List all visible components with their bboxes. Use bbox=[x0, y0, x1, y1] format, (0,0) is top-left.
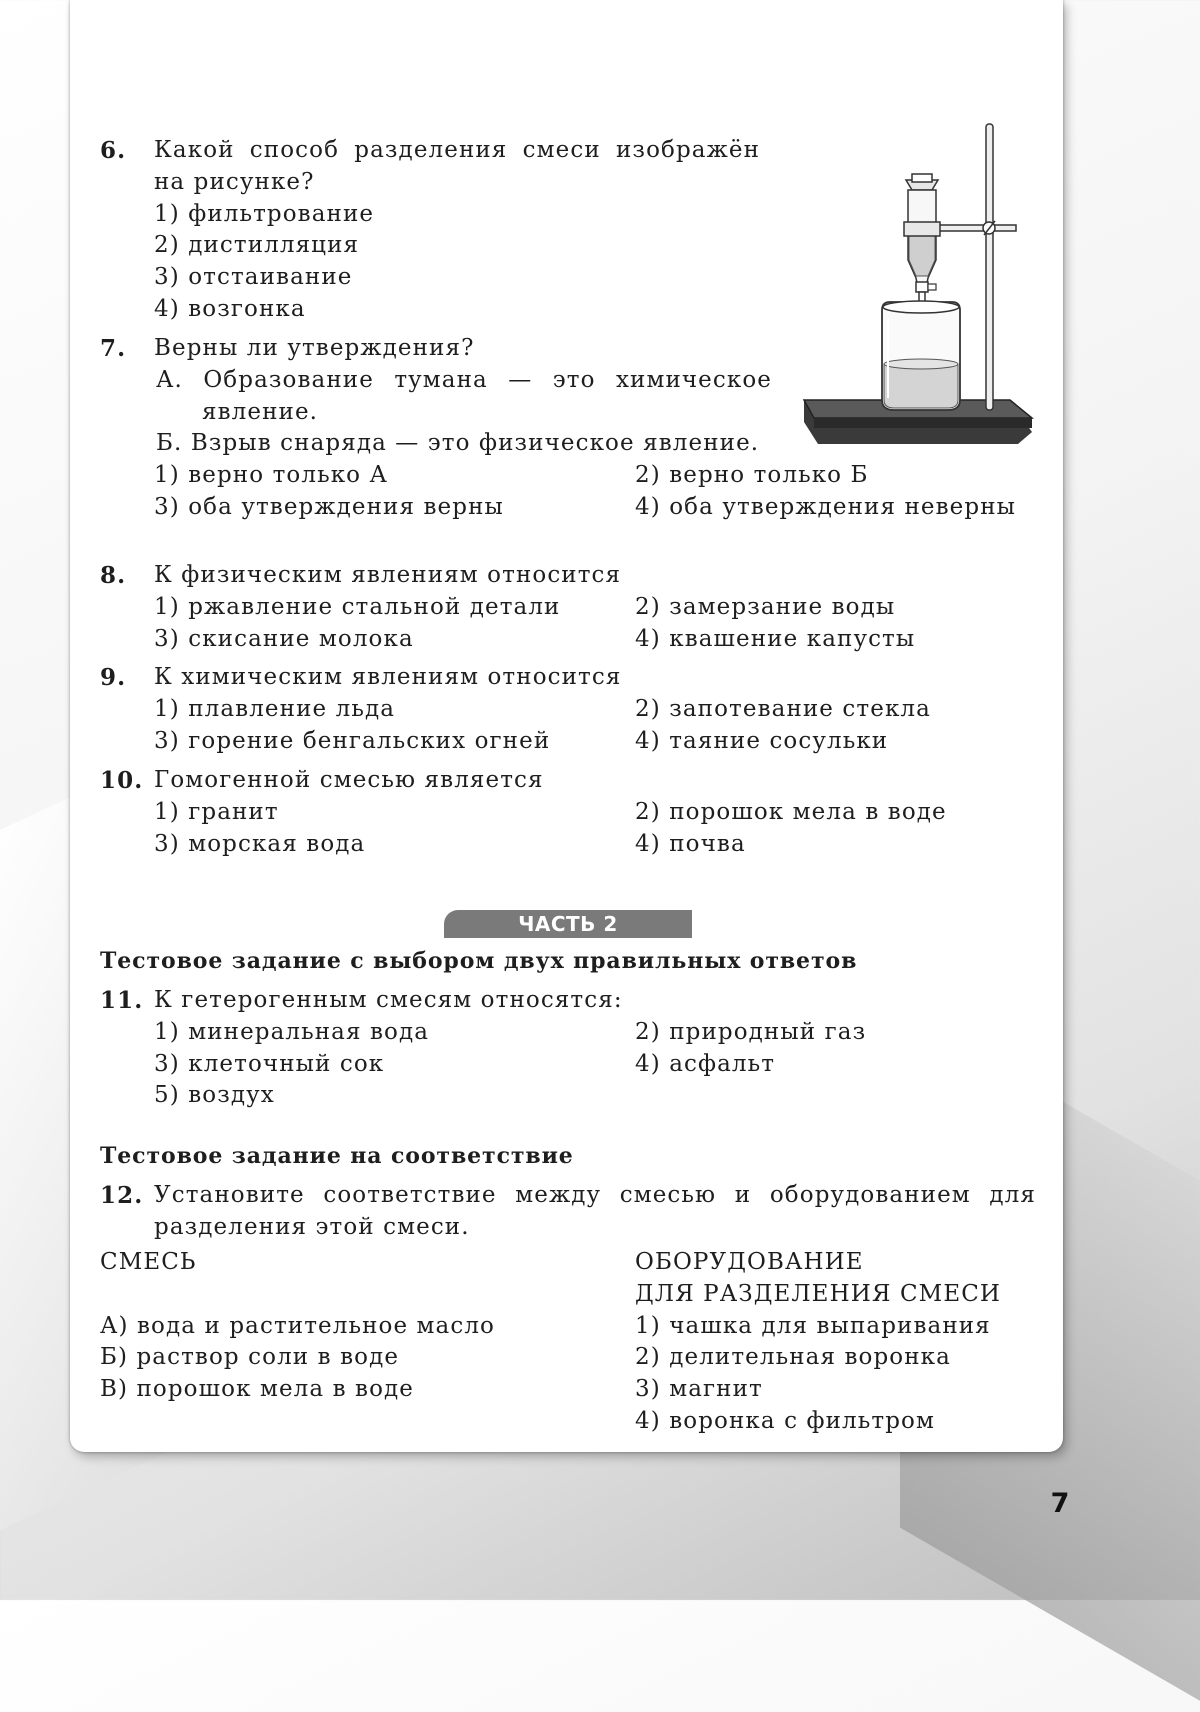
mixture-item: В) порошок мела в воде bbox=[100, 1376, 415, 1403]
column-header: СМЕСЬ bbox=[100, 1249, 197, 1275]
question-number: 11. bbox=[100, 987, 144, 1014]
part-2-badge: ЧАСТЬ 2 bbox=[444, 910, 692, 938]
answer-row bbox=[154, 726, 1070, 758]
answer-option: 1) плавление льда bbox=[154, 695, 396, 722]
answer-option: 2) верно только Б bbox=[635, 462, 869, 489]
question-stem bbox=[154, 135, 760, 199]
answer-row bbox=[154, 829, 1070, 861]
question-9 bbox=[100, 662, 1070, 757]
answer-option: 3) оба утверждения верны bbox=[154, 493, 504, 520]
equipment-item: 4) воронка с фильтром bbox=[635, 1407, 935, 1434]
answer-option: 4) почва bbox=[635, 830, 746, 857]
answer-option: 3) клеточный сок bbox=[154, 1050, 385, 1077]
answer-option: 2) дистилляция bbox=[154, 232, 360, 259]
answer-option: 2) природный газ bbox=[635, 1018, 867, 1045]
section-heading: Тестовое задание с выбором двух правильных ответов bbox=[100, 948, 858, 974]
answer-row bbox=[154, 694, 1070, 726]
answer-option: 4) асфальт bbox=[635, 1050, 776, 1077]
question-stem: Гомогенной смесью является bbox=[154, 767, 544, 793]
section-heading: Тестовое задание на соответствие bbox=[100, 1143, 574, 1169]
question-stem: Верны ли утверждения? bbox=[154, 335, 475, 361]
answer-option: 3) горение бенгальских огней bbox=[154, 727, 551, 754]
answer-row bbox=[154, 460, 1070, 492]
answer-row bbox=[154, 624, 1070, 656]
equipment-item: 3) магнит bbox=[635, 1376, 763, 1403]
column-header: ОБОРУДОВАНИЕ bbox=[635, 1249, 864, 1275]
question-number: 7. bbox=[100, 335, 127, 362]
answer-option: 3) морская вода bbox=[154, 830, 366, 857]
question-number: 12. bbox=[100, 1182, 144, 1209]
answer-row bbox=[154, 1017, 1070, 1049]
question-stem: К гетерогенным смесям относятся: bbox=[154, 987, 623, 1013]
answer-option: 1) минеральная вода bbox=[154, 1018, 430, 1045]
question-8 bbox=[100, 560, 1070, 655]
answer-option: 1) гранит bbox=[154, 798, 279, 825]
question-11 bbox=[100, 985, 1070, 1112]
stem-line: на рисунке? bbox=[154, 168, 315, 195]
statement-a: А. Образование тумана — это химическое явление. bbox=[156, 366, 772, 425]
answer-option: 4) оба утверждения неверны bbox=[635, 493, 1017, 520]
page-number: 7 bbox=[1050, 1488, 1070, 1519]
answer-option: 4) возгонка bbox=[154, 295, 306, 322]
equipment-column bbox=[635, 1247, 1001, 1438]
question-10 bbox=[100, 765, 1070, 860]
question-stem: Установите соответствие между смесью и оборудованием для разделения этой смеси. bbox=[154, 1182, 1036, 1240]
answer-option: 1) верно только А bbox=[154, 462, 389, 489]
column-header: ДЛЯ РАЗДЕЛЕНИЯ СМЕСИ bbox=[635, 1280, 1002, 1307]
answer-option: 3) скисание молока bbox=[154, 625, 414, 652]
answer-option: 5) воздух bbox=[154, 1082, 275, 1109]
question-stem: К физическим явлениям относится bbox=[154, 562, 622, 588]
answer-option: 2) запотевание стекла bbox=[635, 695, 931, 722]
mixture-item: А) вода и растительное масло bbox=[100, 1312, 496, 1339]
answer-option: 1) ржавление стальной детали bbox=[154, 593, 561, 620]
question-number: 10. bbox=[100, 767, 144, 794]
equipment-item: 1) чашка для выпаривания bbox=[635, 1312, 991, 1339]
question-number: 8. bbox=[100, 562, 127, 589]
answer-row bbox=[154, 1049, 1070, 1081]
equipment-item: 2) делительная воронка bbox=[635, 1344, 951, 1371]
statement-b: Б. Взрыв снаряда — это физическое явление. bbox=[156, 430, 760, 457]
mixture-column bbox=[100, 1247, 495, 1406]
answer-option: 3) отстаивание bbox=[154, 264, 353, 291]
answer-option: 1) фильтрование bbox=[154, 200, 375, 227]
answer-row bbox=[154, 797, 1070, 829]
question-6 bbox=[100, 135, 760, 326]
answer-option: 4) таяние сосульки bbox=[635, 727, 889, 754]
answer-option: 2) порошок мела в воде bbox=[635, 798, 947, 825]
answer-row bbox=[154, 592, 1070, 624]
stem-line: Какой способ разделения смеси изображён bbox=[154, 137, 760, 163]
question-7 bbox=[100, 333, 1070, 524]
question-number: 6. bbox=[100, 137, 127, 164]
answer-option: 2) замерзание воды bbox=[635, 593, 896, 620]
question-stem: К химическим явлениям относится bbox=[154, 664, 622, 690]
mixture-item: Б) раствор соли в воде bbox=[100, 1344, 400, 1371]
answer-option: 4) квашение капусты bbox=[635, 625, 916, 652]
answer-row bbox=[154, 492, 1070, 524]
question-12 bbox=[100, 1180, 1036, 1244]
question-number: 9. bbox=[100, 664, 127, 691]
